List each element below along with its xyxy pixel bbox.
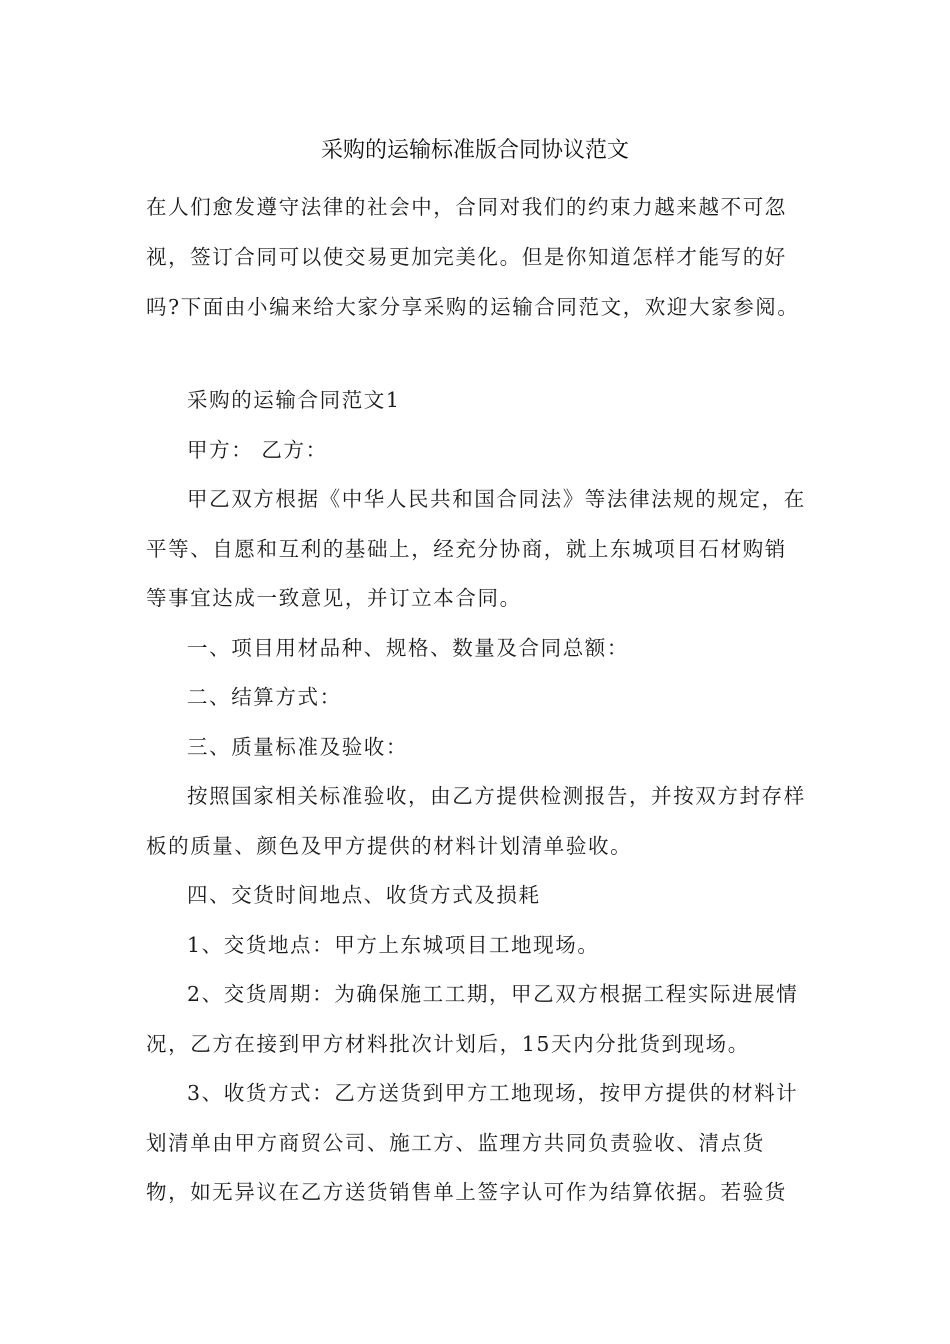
intro-paragraph: 在人们愈发遵守法律的社会中，合同对我们的约束力越来越不可忽视，签订合同可以使交易更加完美化。但是你知道怎样才能写的好吗?下面由小编来给大家分享采购的运输合同范文，欢迎大家参阅。 <box>146 195 800 319</box>
clause-heading: 二、结算方式： <box>187 685 342 709</box>
contract-paragraph: 3、收货方式：乙方送货到甲方工地现场，按甲方提供的材料计划清单由甲方商贸公司、施工方、监理方共同负责验收、清点货物，如无异议在乙方送货销售单上签字认可作为结算依据。若验货 <box>146 1081 799 1204</box>
contract-paragraph: 2、交货周期：为确保施工工期，甲乙双方根据工程实际进展情况，乙方在接到甲方材料批次计划后，15天内分批货到现场。 <box>146 982 799 1056</box>
clause-heading: 三、质量标准及验收： <box>187 734 408 759</box>
document-title: 采购的运输标准版合同协议范文 <box>320 138 629 163</box>
contract-paragraph: 1、交货地点：甲方上东城项目工地现场。 <box>187 932 600 957</box>
clause-heading: 四、交货时间地点、收货方式及损耗 <box>187 883 541 907</box>
section-heading: 采购的运输合同范文1 <box>187 388 401 412</box>
contract-section <box>146 376 808 1218</box>
contract-paragraph: 甲乙双方根据《中华人民共和国合同法》等法律法规的规定，在平等、自愿和互利的基础上，经充分协商，就上东城项目石材购销等事宜达成一致意见，并订立本合同。 <box>146 487 806 610</box>
contract-paragraph: 按照国家相关标准验收，由乙方提供检测报告，并按双方封存样板的质量、颜色及甲方提供的材料计划清单验收。 <box>146 784 806 858</box>
intro-section <box>146 182 808 332</box>
parties-line: 甲方： 乙方： <box>187 437 328 462</box>
clause-heading: 一、项目用材品种、规格、数量及合同总额： <box>187 635 629 660</box>
